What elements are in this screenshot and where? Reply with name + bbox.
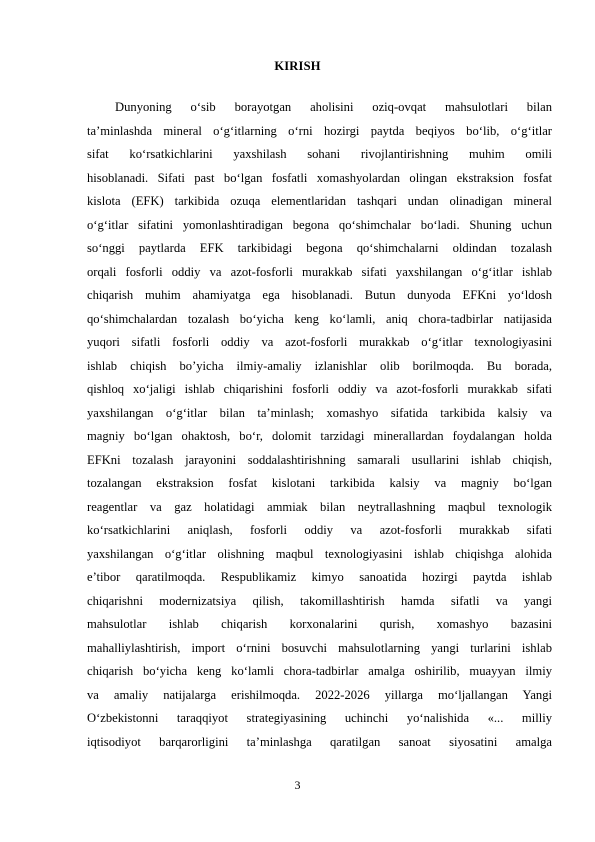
paragraph-line: tozalangan ekstraksion fosfat kislotani tarkibida kalsiy va magniy bo‘lgan	[87, 476, 552, 490]
page-number: 3	[294, 778, 301, 792]
paragraph-line: magniy bo‘lgan ohaktosh, bo‘r, dolomit tarzidagi minerallardan foydalangan holda	[87, 429, 552, 443]
paragraph-line: chiqarish bo‘yicha keng ko‘lamli chora-tadbirlar amalga oshirilib, muayyan ilmiy	[87, 664, 552, 678]
paragraph-line: qo‘shimchalardan tozalash bo‘yicha keng ko‘lamli, aniq chora-tadbirlar natijasida	[87, 311, 552, 326]
paragraph-line: chiqarishni modernizatsiya qilish, takomillashtirish hamda sifatli va yangi	[87, 593, 552, 608]
paragraph-line: e’tibor qaratilmoqda. Respublikamiz kimyo sanoatida hozirgi paytda ishlab	[87, 570, 552, 584]
paragraph-line: Dunyoning o‘sib borayotgan aholisini oziq-ovqat mahsulotlari bilan	[115, 100, 552, 114]
paragraph-line: reagentlar va gaz holatidagi ammiak bilan neytrallashning maqbul texnologik	[87, 499, 552, 514]
paragraph-line: hisoblanadi. Sifati past bo‘lgan fosfatli xomashyolardan olingan ekstraksion fosfat	[87, 170, 552, 185]
paragraph-line: kislota (EFK) tarkibida ozuqa elementlaridan tashqari undan olinadigan mineral	[87, 194, 552, 208]
paragraph-line: mahsulotlar ishlab chiqarish korxonalarini qurish, xomashyo bazasini	[87, 617, 552, 631]
body-paragraph	[87, 96, 552, 754]
paragraph-line: yaxshilangan o‘g‘itlar olishning maqbul texnologiyasini ishlab chiqishga alohida	[87, 546, 552, 561]
paragraph-line: EFKni tozalash jarayonini soddalashtirishning samarali usullarini ishlab chiqish,	[87, 452, 552, 467]
paragraph-line: iqtisodiyot barqarorligini ta’minlashga qaratilgan sanoat siyosatini amalga	[87, 734, 552, 749]
paragraph-line: O‘zbekistonni taraqqiyot strategiyasining uchinchi yo‘nalishida «... milliy	[87, 711, 552, 725]
paragraph-line: chiqarish muhim ahamiyatga ega hisoblanadi. Butun dunyoda EFKni yo‘ldosh	[87, 288, 552, 302]
paragraph-line: qishloq xo‘jaligi ishlab chiqarishini fosforli oddiy va azot-fosforli murakkab sifati	[87, 382, 552, 396]
paragraph-line: orqali fosforli oddiy va azot-fosforli murakkab sifati yaxshilangan o‘g‘itlar ishlab	[87, 264, 552, 279]
paragraph-line: va amaliy natijalarga erishilmoqda. 2022-2026 yillarga mo‘ljallangan Yangi	[87, 687, 552, 702]
paragraph-line: yuqori sifatli fosforli oddiy va azot-fosforli murakkab o‘g‘itlar texnologiyasini	[87, 335, 552, 349]
paragraph-line: mahalliylashtirish, import o‘rnini bosuvchi mahsulotlarning yangi turlarini ishlab	[87, 640, 552, 655]
paragraph-line: ishlab chiqish bo’yicha ilmiy-amaliy izlanishlar olib borilmoqda. Bu borada,	[87, 358, 552, 373]
paragraph-line: yaxshilangan o‘g‘itlar bilan ta’minlash; xomashyo sifatida tarkibida kalsiy va	[87, 405, 552, 420]
paragraph-line: sifat ko‘rsatkichlarini yaxshilash sohani rivojlantirishning muhim omili	[87, 147, 552, 161]
paragraph-line: ko‘rsatkichlarini aniqlash, fosforli oddiy va azot-fosforli murakkab sifati	[87, 523, 552, 537]
paragraph-line: so‘nggi paytlarda EFK tarkibidagi begona qo‘shimchalarni oldindan tozalash	[87, 241, 552, 255]
section-title: KIRISH	[274, 59, 321, 73]
paragraph-line: o‘g‘itlar sifatini yomonlashtiradigan begona qo‘shimchalar bo‘ladi. Shuning uchun	[87, 217, 552, 232]
paragraph-line: ta’minlashda mineral o‘g‘itlarning o‘rni hozirgi paytda beqiyos bo‘lib, o‘g‘itlar	[87, 123, 552, 138]
